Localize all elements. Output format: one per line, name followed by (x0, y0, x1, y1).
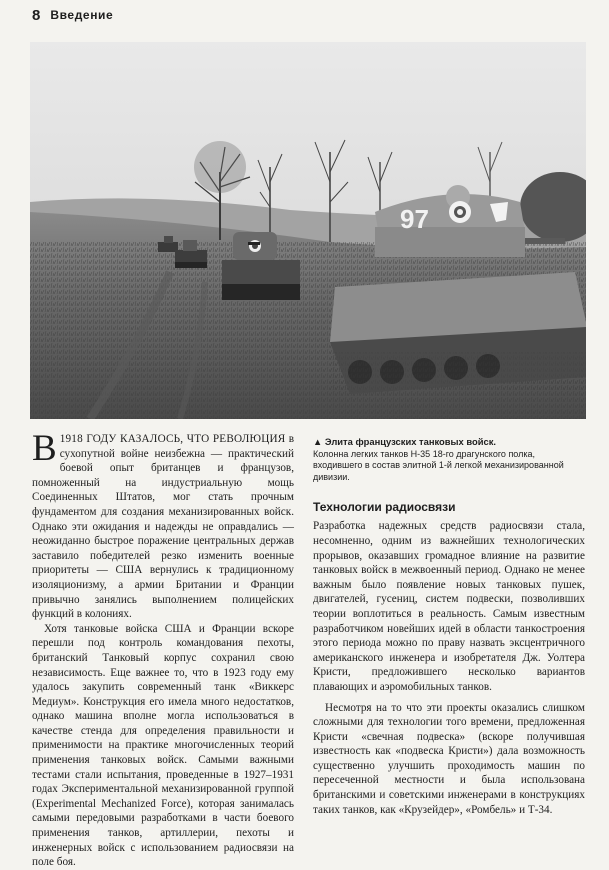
section-title: Введение (50, 8, 114, 22)
right-body (313, 519, 585, 817)
paragraph: Хотя танковые войска США и Франции вскоре перешли под контроль командования пехоты, британский Танковый корпус сохранил свою независимость. Еще важнее то, что в 1923 году ему удалось закупить современный танк «Виккерс Медиум». Конструкция его имела много недостатков, однако машина вполне могла использоваться в качестве стенда для определения правильности и применимости на практике многочисленных теорий применения танковых войск. Самыми важными тестами стали испытания, проведенные в 1927–1931 годах Экспериментальной механизированной группой (Experimental Mechanized Force), которая занималась самыми передовыми разработками в части боевого применения танков, артиллерии, пехоты и инженерных войск с использованием радиосвязи на поле боя. (32, 622, 294, 869)
turret-number: 97 (400, 204, 429, 234)
paragraph: Разработка надежных средств радиосвязи стала, несомненно, одним из важнейших технологических прорывов, оказавших громадное влияние на развитие танковых войск в межвоенный период. Однако не менее важным было появление новых танковых пушек, двигателей, гусениц, систем подвески, позволивших теории воплотиться в реальность. Самым известным разработчиком новейших идей в области танкостроения этого периода можно по праву назвать эксцентричного американского инженера и изобретателя Дж. Уолтера Кристи, предложившего несколько вариантов плавающих и аэромобильных танков. (313, 520, 585, 693)
caption-text: Колонна легких танков H-35 18-го драгунского полка, входившего в состав элитной 1-й легкой механизированной дивизии. (313, 448, 564, 482)
section-heading: Технологии радиосвязи (313, 500, 456, 515)
tank-column-photo (30, 42, 586, 419)
photo-caption (313, 436, 585, 483)
lead-caps: 1918 ГОДУ КАЗАЛОСЬ, ЧТО РЕВОЛЮЦИЯ (59, 433, 286, 445)
running-header (0, 0, 609, 30)
right-column (313, 436, 585, 817)
page-number: 8 (32, 6, 41, 24)
left-column (32, 428, 295, 870)
drop-cap: В (32, 428, 57, 469)
paragraph: Несмотря на то что эти проекты оказались слишком сложными для технологии того времени, предложенная Кристи «свечная подвеска» (вскоре получившая известность как «подвеска Кристи») дала возможность существенно улучшить проходимость машин по пересеченной местности и была использована британскими и советскими инженерами в конструкциях таких танков, как «Крузейдер», «Ромбель» и Т-34. (313, 701, 585, 816)
intro-body: в сухопутной войне неизбежна — практический боевой опыт британцев и французов, помноженный на индустриальную мощь Соединенных Штатов, мог стать прочным фундаментом для создания механизированных войск. Однако эти ожидания и надежды не оправдались — неожиданно быстрое поражение центральных держав заставило победителей резко изменить военные приоритеты — США вернулись к традиционному изоляционизму, а армии Британии и Франции привычно занялись выполнением полицейских функций в колониях. (32, 433, 295, 621)
caption-title: ▲ Элита французских танковых войск. (313, 436, 497, 447)
intro-paragraph (32, 428, 295, 622)
